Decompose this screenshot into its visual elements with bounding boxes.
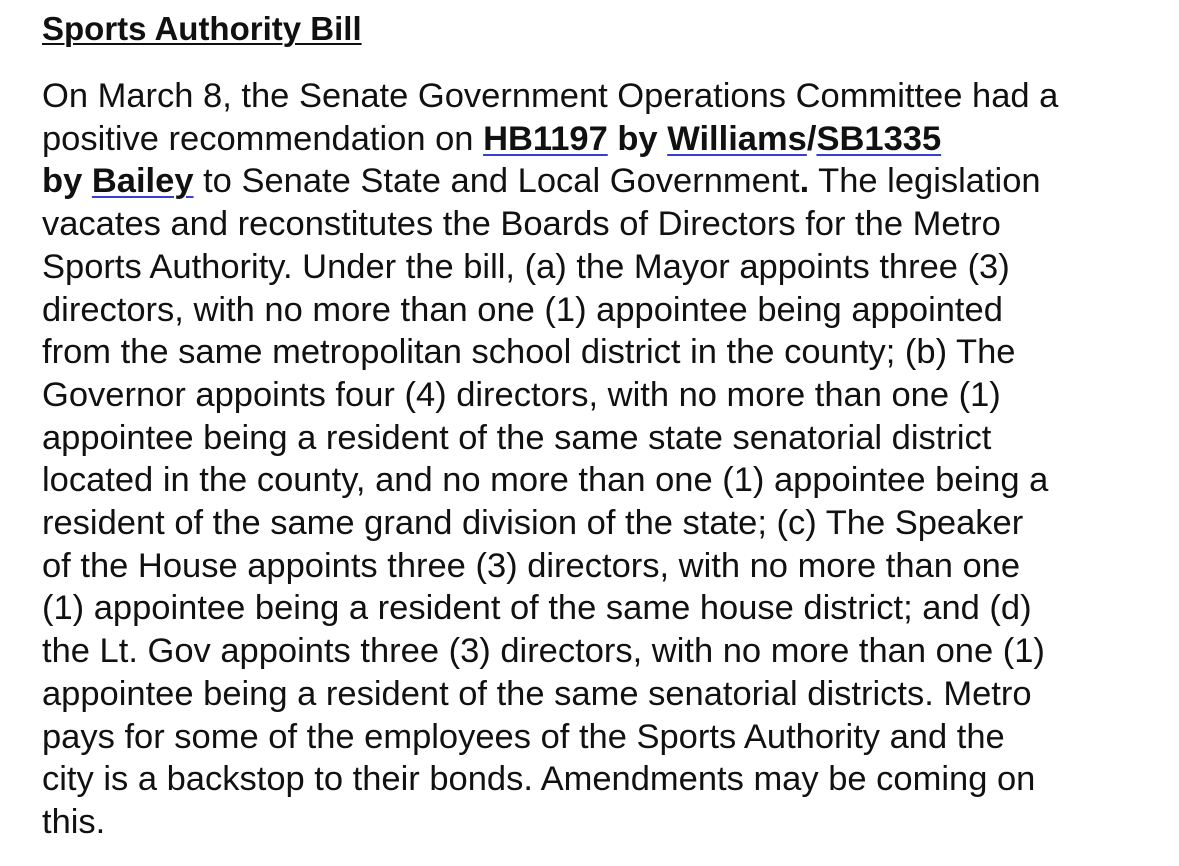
text-line: located in the county, and no more than one (1) appointee being a xyxy=(42,461,1049,500)
sb1335-link[interactable]: SB1335 xyxy=(816,119,942,158)
text-line: vacates and reconstitutes the Boards of Directors for the Metro xyxy=(42,205,1001,244)
bailey-link[interactable]: Bailey xyxy=(91,162,194,201)
text-segment: The legislation xyxy=(809,162,1041,201)
text-line: this. xyxy=(42,802,106,841)
text-line: resident of the same grand division of the state; (c) The Speaker xyxy=(42,504,1024,543)
text-segment: / xyxy=(806,119,817,158)
text-segment: by xyxy=(42,162,92,201)
page-title: Sports Authority Bill xyxy=(42,10,362,47)
text-segment: . xyxy=(799,162,810,201)
text-line: pays for some of the employees of the Sports Authority and the xyxy=(42,717,1005,756)
text-line: of the House appoints three (3) directors, with no more than one xyxy=(42,546,1021,585)
text-line: appointee being a resident of the same state senatorial district xyxy=(42,418,992,457)
text-line: (1) appointee being a resident of the same house district; and (d) xyxy=(42,589,1032,628)
bill-description xyxy=(42,75,1162,844)
text-line xyxy=(42,160,1162,203)
text-segment: positive recommendation on xyxy=(42,119,484,158)
text-line xyxy=(42,118,1162,161)
text-line: from the same metropolitan school district in the county; (b) The xyxy=(42,333,1016,372)
text-segment: to Senate State and Local Government xyxy=(193,162,800,201)
hb1197-link[interactable]: HB1197 xyxy=(483,119,608,158)
text-line: Sports Authority. Under the bill, (a) the Mayor appoints three (3) xyxy=(42,247,1010,286)
text-line: On March 8, the Senate Government Operations Committee had a xyxy=(42,77,1059,115)
text-line: the Lt. Gov appoints three (3) directors, with no more than one (1) xyxy=(42,632,1045,671)
text-line: directors, with no more than one (1) appointee being appointed xyxy=(42,290,1003,329)
text-line: city is a backstop to their bonds. Amendments may be coming on xyxy=(42,760,1036,799)
text-segment: by xyxy=(607,119,668,158)
text-line: appointee being a resident of the same senatorial districts. Metro xyxy=(42,674,1032,713)
text-line: Governor appoints four (4) directors, with no more than one (1) xyxy=(42,375,1001,414)
williams-link[interactable]: Williams xyxy=(667,119,807,158)
